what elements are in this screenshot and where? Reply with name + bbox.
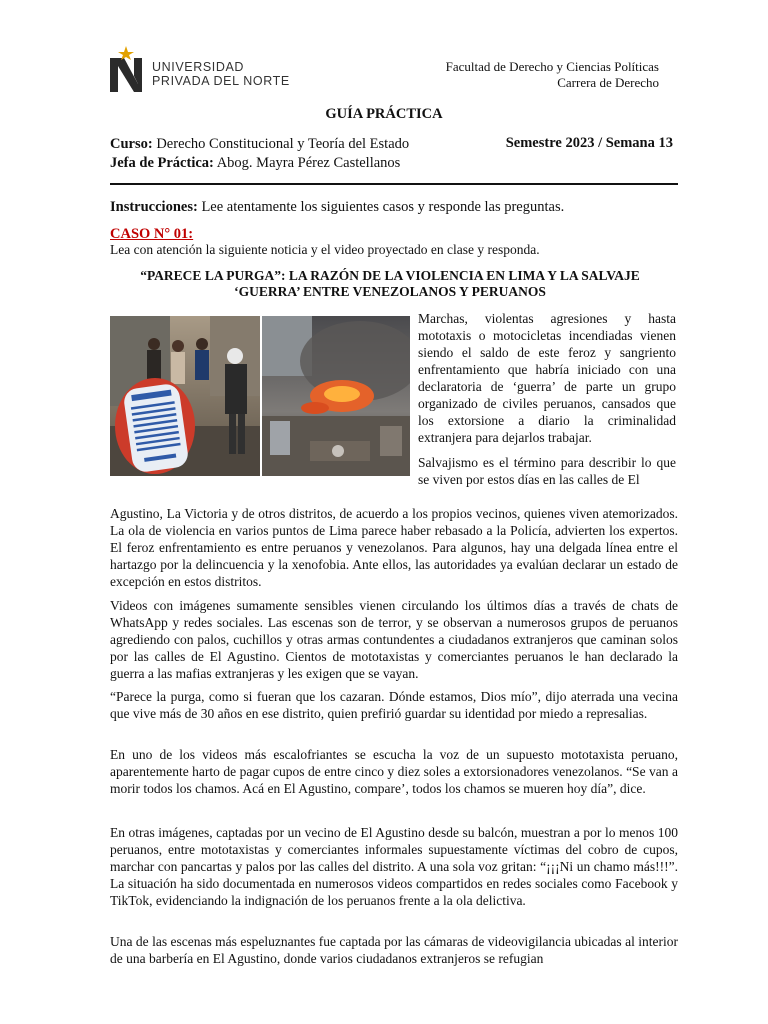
logo-line-2: PRIVADA DEL NORTE xyxy=(152,74,290,88)
course-info xyxy=(110,135,409,173)
paragraph-3: Videos con imágenes sumamente sensibles vienen circulando los últimos días a través de chats de WhatsApp y redes sociales. Las escenas son de terror, y se observan a numerosos grupos de peruanos agrediendo con palos, cuchillos y otras armas contundentes a ciudadanos extranjeros que caminan solos por las calles de El Agustino. Cientos de mototaxistas y comerciantes peruanos le han declarado la guerra a las mafias extranjeras y les exigen que se vayan. xyxy=(110,598,678,681)
instructor-label: Jefa de Práctica: xyxy=(110,155,214,171)
paragraph-4: “Parece la purga, como si fueran que los cazaran. Dónde estamos, Dios mío”, dijo aterrada una vecina que vive más de 30 años en ese distrito, quien prefirió guardar su identidad por miedo a represalias. xyxy=(110,689,678,721)
university-logo xyxy=(108,44,298,94)
paragraph-6: En otras imágenes, captadas por un vecino de El Agustino desde su balcón, muestran a por lo menos 100 peruanos, entre mototaxistas y comerciantes informales supuestamente víctimas del cobro de cupos, marchar con pancartas y palos por las calles del distrito. A una sola voz gritan: “¡¡¡Ni un chamo más!!!”. La situación ha sido documentada en numerosos videos compartidos en redes sociales como Facebook y TikTok, evidenciando la indignación de los peruanos frente a la ola delictiva. xyxy=(110,825,678,908)
news-photo-collage xyxy=(110,316,410,476)
news-headline xyxy=(110,268,670,300)
document-title: GUÍA PRÁCTICA xyxy=(325,106,443,122)
paragraph-2-start: Salvajismo es el término para describir lo que se viven por estos días en las calles de El xyxy=(418,455,676,487)
paragraph-5: En uno de los videos más escalofriantes se escucha la voz de un supuesto mototaxista peruano, aparentemente harto de pagar cupos de entre cinco y diez soles a extorsionadores venezolanos. “Se van a morir todos los chamos. Acá en El Agustino, compare’, todos los chamos se mueren hoy día”, dice. xyxy=(110,747,678,796)
instructions xyxy=(110,199,564,216)
course-value: Derecho Constitucional y Teoría del Estado xyxy=(156,136,410,152)
logo-wordmark xyxy=(152,60,290,88)
paragraph-2-continued: Agustino, La Victoria y de otros distritos, de acuerdo a los propios vecinos, quienes viven atemorizados. La ola de violencia en varios puntos de Lima parece haber rebasado a la Policía, advierten los expertos. El feroz enfrentamiento es entre peruanos y venezolanos. Para algunos, hay una delgada línea entre el hartazgo por la delincuencia y la xenofobia. Ante ellos, las autoridades ya evalúan declarar un estado de excepción en estos distritos. xyxy=(110,506,678,589)
upn-n-logo-icon xyxy=(108,44,150,94)
course-label: Curso: xyxy=(110,136,153,152)
faculty-name: Facultad de Derecho y Ciencias Políticas xyxy=(445,59,659,74)
case-title: CASO N° 01: xyxy=(110,226,194,242)
news-photo xyxy=(110,316,410,476)
headline-line-1: “PARECE LA PURGA”: LA RAZÓN DE LA VIOLENCIA EN LIMA Y LA SALVAJE xyxy=(140,268,640,283)
header-divider xyxy=(110,183,678,185)
paragraph-1: Marchas, violentas agresiones y hasta mototaxis o motocicletas incendiadas vienen siendo el saldo de este feroz y sangriento enfrentamiento que habría iniciado con una declaratoria de ‘guerra’ de parte un grupo organizado de civiles peruanos, cansados que los extorsione a diario la criminalidad extranjera para dejarlos trabajar. xyxy=(418,311,676,445)
logo-line-1: UNIVERSIDAD xyxy=(152,60,245,74)
paragraph-7: Una de las escenas más espeluznantes fue captada por las cámaras de videovigilancia ubicadas al interior de una barbería en El Agustino, donde varios ciudadanos extranjeros se refugian xyxy=(110,934,678,966)
course-line xyxy=(110,135,409,154)
career-name: Carrera de Derecho xyxy=(557,75,659,90)
instructor-value: Abog. Mayra Pérez Castellanos xyxy=(216,155,401,171)
instructions-text: Lee atentamente los siguientes casos y responde las preguntas. xyxy=(201,199,565,215)
headline-line-2: ‘GUERRA’ ENTRE VENEZOLANOS Y PERUANOS xyxy=(234,284,546,299)
case-subtitle: Lea con atención la siguiente noticia y el video proyectado en clase y responda. xyxy=(110,242,540,257)
instructor-line xyxy=(110,154,409,173)
faculty-block xyxy=(446,59,659,91)
semester-info: Semestre 2023 / Semana 13 xyxy=(505,135,673,151)
instructions-label: Instrucciones: xyxy=(110,199,198,215)
